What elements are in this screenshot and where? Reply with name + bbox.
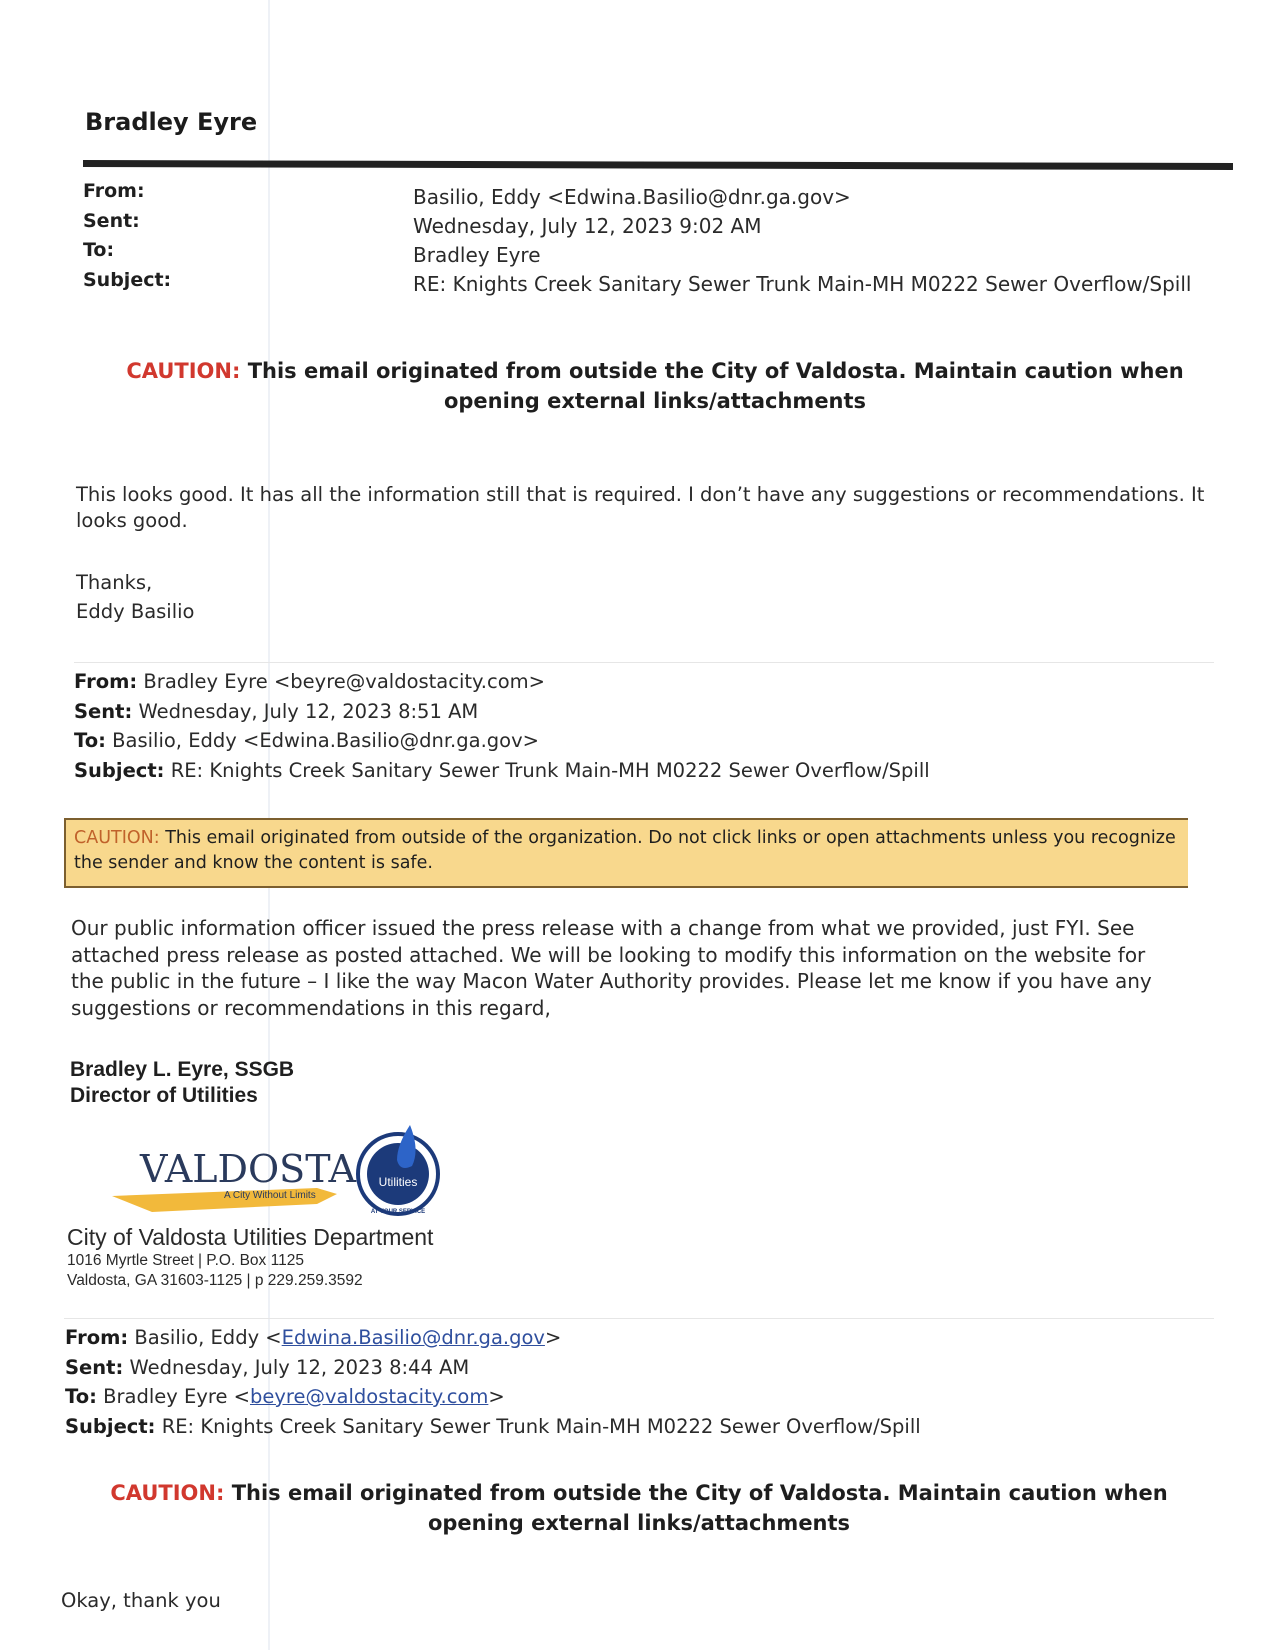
msg2-to-label: To: — [74, 729, 106, 752]
caution-banner-bottom — [64, 1478, 1214, 1538]
signature-address-line2: Valdosta, GA 31603-1125 | p 229.259.3592 — [67, 1272, 363, 1289]
msg2-subject: RE: Knights Creek Sanitary Sewer Trunk Main-MH M0222 Sewer Overflow/Spill — [170, 758, 930, 782]
msg3-to-label: To: — [65, 1385, 97, 1408]
msg2-sent: Wednesday, July 12, 2023 8:51 AM — [138, 699, 479, 723]
caution-org-box — [64, 818, 1188, 888]
header-value-sent: Wednesday, July 12, 2023 9:02 AM — [413, 214, 762, 238]
caution-label: CAUTION: — [110, 1481, 225, 1505]
logo-badge-text: Utilities — [378, 1175, 418, 1189]
header-label-to: To: — [83, 239, 115, 261]
logo-word: VALDOSTA — [140, 1147, 356, 1191]
caution-org-text: This email originated from outside of the organization. Do not click links or open attachments unless you recognize the sender and know the content is safe. — [74, 828, 1176, 873]
caution-banner-top — [80, 356, 1230, 416]
msg2-from-label: From: — [74, 670, 138, 693]
signature-block — [70, 1057, 294, 1109]
signature-address-line1: 1016 Myrtle Street | P.O. Box 1125 — [67, 1252, 304, 1269]
caution-text: This email originated from outside the City of Valdosta. Maintain caution when opening external links/attachments — [247, 359, 1184, 413]
header-label-subject: Subject: — [83, 268, 172, 291]
msg3-from-end: > — [544, 1326, 562, 1349]
caution-text: This email originated from outside the City of Valdosta. Maintain caution when opening external links/attachments — [231, 1481, 1168, 1535]
message2-header — [74, 667, 930, 785]
header-label-sent: Sent: — [83, 209, 140, 232]
msg2-to: Basilio, Eddy <Edwina.Basilio@dnr.ga.gov> — [112, 729, 539, 752]
caution-label: CAUTION: — [126, 359, 241, 383]
message1-body: This looks good. It has all the information still that is required. I don’t have any suggestions or recommendations. It looks good. — [76, 483, 1205, 532]
signature-dept: City of Valdosta Utilities Department — [67, 1224, 434, 1250]
message3-header — [65, 1323, 921, 1441]
header-value-subject: RE: Knights Creek Sanitary Sewer Trunk Main-MH M0222 Sewer Overflow/Spill — [413, 272, 1192, 296]
msg3-sent-label: Sent: — [65, 1355, 124, 1379]
message3-body: Okay, thank you — [61, 1589, 221, 1612]
message1-closing: Thanks, — [76, 571, 153, 594]
msg3-from-name: Basilio, Eddy < — [134, 1326, 282, 1349]
signature-role: Director of Utilities — [70, 1084, 258, 1107]
page-title: Bradley Eyre — [85, 108, 258, 136]
msg3-to-end: > — [488, 1385, 505, 1408]
msg3-from-email-link[interactable]: Edwina.Basilio@dnr.ga.gov — [281, 1326, 545, 1349]
msg3-subject: RE: Knights Creek Sanitary Sewer Trunk Main-MH M0222 Sewer Overflow/Spill — [161, 1414, 921, 1438]
title-rule — [83, 160, 1233, 170]
msg3-to-name: Bradley Eyre < — [103, 1385, 250, 1408]
header-value-to: Bradley Eyre — [413, 243, 541, 267]
msg2-sent-label: Sent: — [74, 699, 133, 723]
msg3-from-label: From: — [65, 1326, 129, 1349]
header-label-from: From: — [83, 180, 145, 202]
logo-ring-text: AT YOUR SERVICE — [370, 1209, 426, 1215]
logo-tagline: A City Without Limits — [224, 1190, 316, 1201]
msg2-from: Bradley Eyre <beyre@valdostacity.com> — [143, 670, 545, 693]
valdosta-utilities-logo — [112, 1120, 452, 1220]
message2-body: Our public information officer issued the press release with a change from what we provided, just FYI. See attached press release as posted attached. We will be looking to modify this information on the website for the public in the future – I like the way Macon Water Authority provides. Please let me know if you have any suggestions or recommendations in this regard, — [71, 916, 1152, 1020]
msg3-to-email-link[interactable]: beyre@valdostacity.com — [249, 1385, 489, 1408]
signature-name: Bradley L. Eyre, SSGB — [70, 1058, 295, 1081]
signature-address — [67, 1251, 363, 1291]
header-value-from: Basilio, Eddy <Edwina.Basilio@dnr.ga.gov> — [413, 185, 851, 209]
msg3-subject-label: Subject: — [65, 1414, 156, 1438]
message-separator — [64, 1318, 1214, 1319]
email-header-labels — [83, 177, 171, 295]
water-drop-icon — [397, 1125, 416, 1168]
email-header-values — [413, 183, 1191, 299]
caution-org-label: CAUTION: — [74, 828, 160, 848]
msg2-subject-label: Subject: — [74, 758, 165, 782]
message1-signer: Eddy Basilio — [76, 600, 195, 623]
message-separator — [74, 662, 1214, 663]
msg3-sent: Wednesday, July 12, 2023 8:44 AM — [129, 1355, 470, 1379]
